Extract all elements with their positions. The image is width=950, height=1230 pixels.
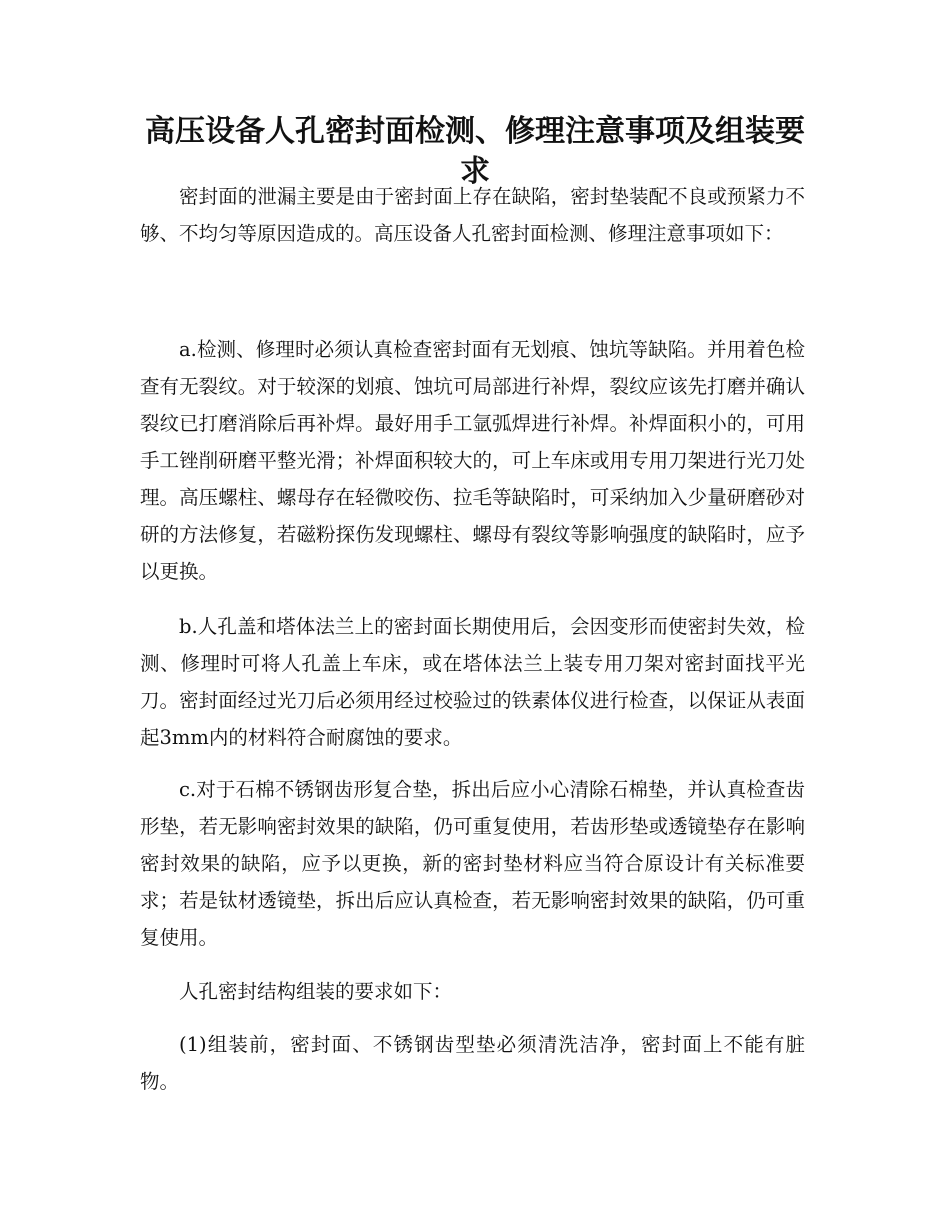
paragraph-assembly-item-1: (1)组装前，密封面、不锈钢齿型垫必须清洗洁净，密封面上不能有脏物。 xyxy=(140,1033,805,1093)
paragraph-intro: 密封面的泄漏主要是由于密封面上存在缺陷，密封垫装配不良或预紧力不够、不均匀等原因造成的。高压设备人孔密封面检测、修理注意事项如下： xyxy=(140,185,805,245)
document-title: 高压设备人孔密封面检测、修理注意事项及组装要求 xyxy=(145,114,805,189)
paragraph-assembly-heading: 人孔密封结构组装的要求如下： xyxy=(179,980,453,1003)
paragraph-item-c: c.对于石棉不锈钢齿形复合垫，拆出后应小心清除石棉垫，并认真检查齿形垫，若无影响密封效果的缺陷，仍可重复使用，若齿形垫或透镜垫存在影响密封效果的缺陷，应予以更换，新的密封垫材料应当符合原设计有关标准要求；若是钛材透镜垫，拆出后应认真检查，若无影响密封效果的缺陷，仍可重复使用。 xyxy=(140,778,805,949)
paragraph-item-a: a.检测、修理时必须认真检查密封面有无划痕、蚀坑等缺陷。并用着色检查有无裂纹。对于较深的划痕、蚀坑可局部进行补焊，裂纹应该先打磨并确认裂纹已打磨消除后再补焊。最好用手工氩弧焊进行补焊。补焊面积小的，可用手工锉削研磨平整光滑；补焊面积较大的，可上车床或用专用刀架进行光刀处理。高压螺柱、螺母存在轻微咬伤、拉毛等缺陷时，可采纳加入少量研磨砂对研的方法修复，若磁粉探伤发现螺柱、螺母有裂纹等影响强度的缺陷时，应予以更换。 xyxy=(140,338,805,583)
paragraph-item-b: b.人孔盖和塔体法兰上的密封面长期使用后，会因变形而使密封失效，检测、修理时可将人孔盖上车床，或在塔体法兰上装专用刀架对密封面找平光刀。密封面经过光刀后必须用经过校验过的铁素体仪进行检查，以保证从表面起3mm内的材料符合耐腐蚀的要求。 xyxy=(140,615,805,749)
